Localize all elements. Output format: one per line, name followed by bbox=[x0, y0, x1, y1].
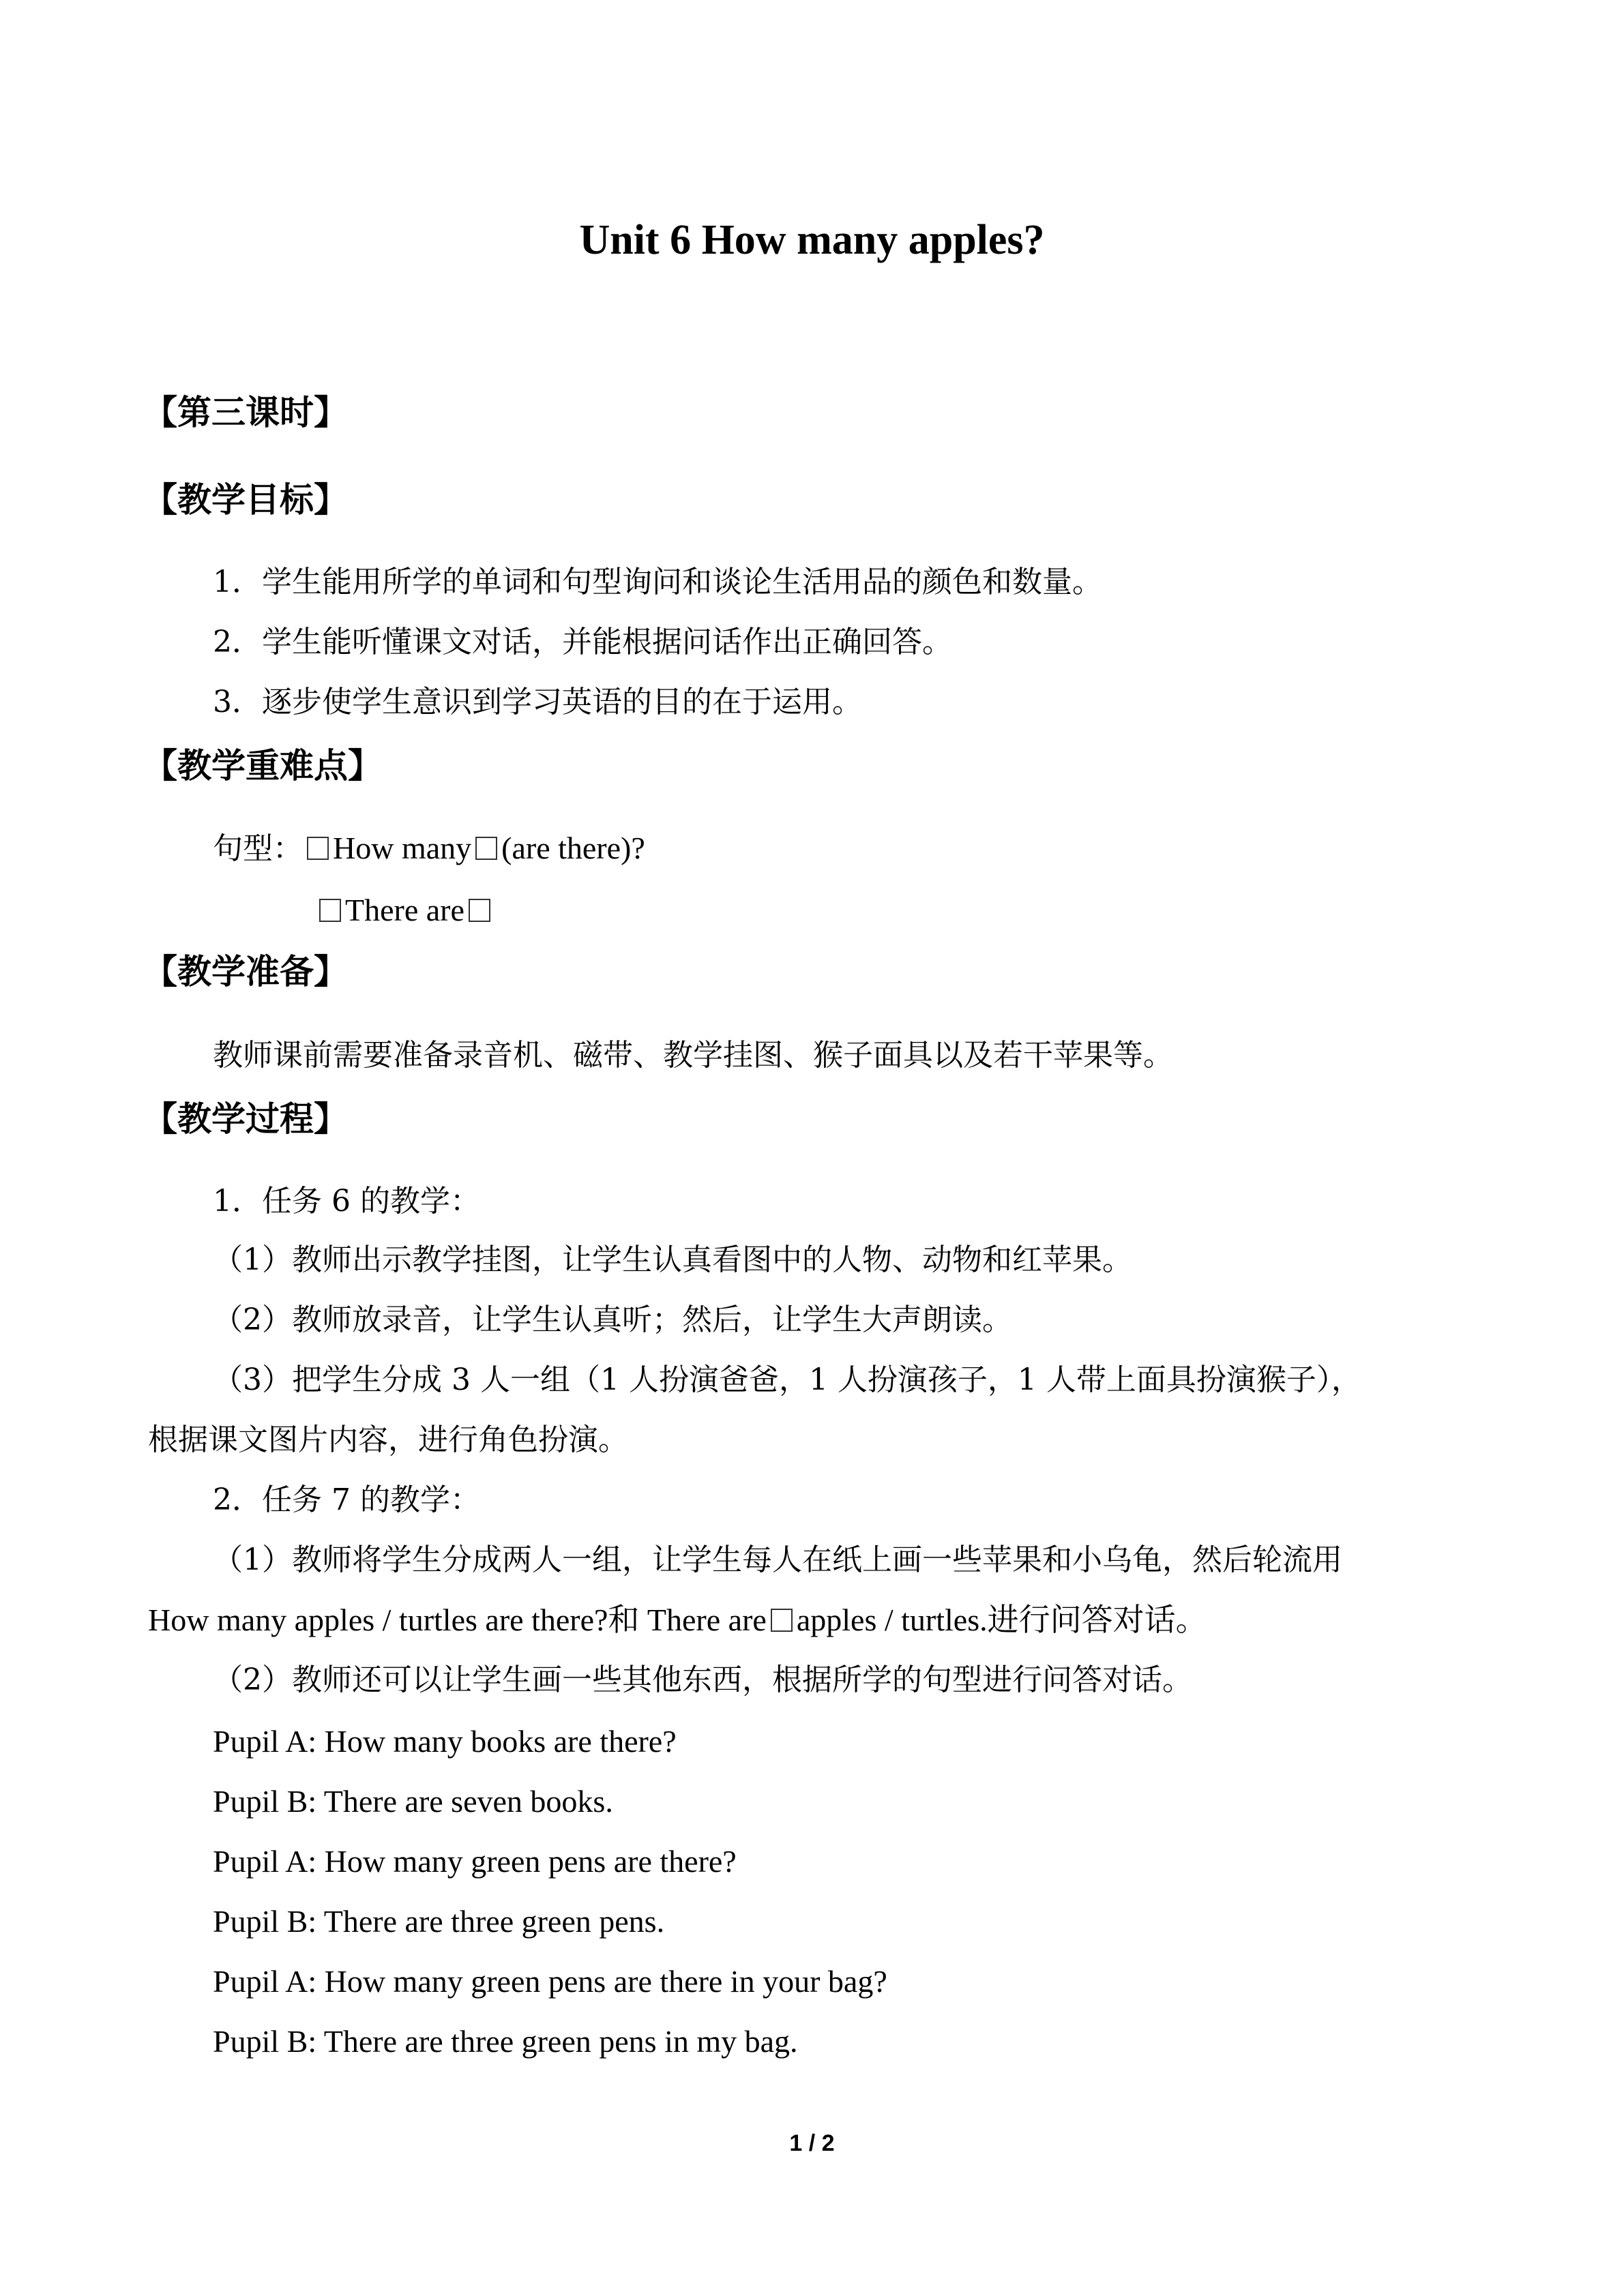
page-number: 1 / 2 bbox=[789, 2130, 835, 2156]
blank-box-icon bbox=[307, 837, 329, 860]
lesson-heading: 【第三课时】 bbox=[143, 393, 348, 432]
dialogue-line: Pupil B: There are three green pens. bbox=[213, 1904, 665, 1939]
preparation-text: 教师课前需要准备录音机、磁带、教学挂图、猴子面具以及若干苹果等。 bbox=[213, 1038, 1173, 1073]
task7-step: （2）教师还可以让学生画一些其他东西，根据所学的句型进行问答对话。 bbox=[213, 1663, 1192, 1697]
key-pattern-line-2 bbox=[315, 890, 494, 931]
dialogue-line: Pupil A: How many books are there? bbox=[213, 1724, 677, 1759]
task7-step-continued bbox=[148, 1600, 1207, 1641]
blank-box-icon bbox=[319, 899, 341, 922]
task6-step: （2）教师放录音，让学生认真听；然后，让学生大声朗读。 bbox=[213, 1302, 1012, 1337]
preparation-heading: 【教学准备】 bbox=[143, 952, 348, 992]
key-pattern-2: There are bbox=[345, 893, 464, 927]
dialogue-line: Pupil B: There are three green pens in my bag. bbox=[213, 2024, 798, 2059]
blank-box-icon bbox=[771, 1609, 793, 1632]
dialogue-line: Pupil A: How many green pens are there? bbox=[213, 1844, 737, 1879]
dialogue-line: Pupil A: How many green pens are there in your bag? bbox=[213, 1964, 887, 1999]
task7-cont-a: How many apples / turtles are there?和 There are bbox=[148, 1602, 767, 1637]
key-pattern-1b: (are there)? bbox=[501, 831, 645, 865]
task7-step: （1）教师将学生分成两人一组，让学生每人在纸上画一些苹果和小乌龟，然后轮流用 bbox=[213, 1542, 1342, 1577]
task6-step: （3）把学生分成 3 人一组（1 人扮演爸爸，1 人扮演孩子，1 人带上面具扮演猴子）， bbox=[213, 1362, 1361, 1397]
task7-title: 2．任务 7 的教学： bbox=[213, 1482, 480, 1517]
task6-title: 1．任务 6 的教学： bbox=[213, 1184, 480, 1219]
blank-box-icon bbox=[469, 899, 490, 922]
key-prefix: 句型： bbox=[213, 831, 303, 866]
task7-cont-b: apples / turtles.进行问答对话。 bbox=[796, 1602, 1207, 1637]
goal-item: 3．逐步使学生意识到学习英语的目的在于运用。 bbox=[213, 685, 862, 719]
process-heading: 【教学过程】 bbox=[143, 1099, 348, 1139]
blank-box-icon bbox=[475, 837, 497, 860]
dialogue-line: Pupil B: There are seven books. bbox=[213, 1784, 613, 1819]
key-points-heading: 【教学重难点】 bbox=[143, 746, 382, 786]
task6-step: （1）教师出示教学挂图，让学生认真看图中的人物、动物和红苹果。 bbox=[213, 1242, 1132, 1277]
key-pattern-1a: How many bbox=[333, 831, 472, 865]
goal-item: 2．学生能听懂课文对话，并能根据问话作出正确回答。 bbox=[213, 625, 952, 659]
document-title: Unit 6 How many apples? bbox=[579, 217, 1045, 263]
goals-heading: 【教学目标】 bbox=[143, 480, 348, 520]
goal-item: 1．学生能用所学的单词和句型询问和谈论生活用品的颜色和数量。 bbox=[213, 565, 1102, 599]
key-pattern-line-1 bbox=[213, 828, 645, 869]
task6-step-continued: 根据课文图片内容，进行角色扮演。 bbox=[148, 1422, 628, 1457]
